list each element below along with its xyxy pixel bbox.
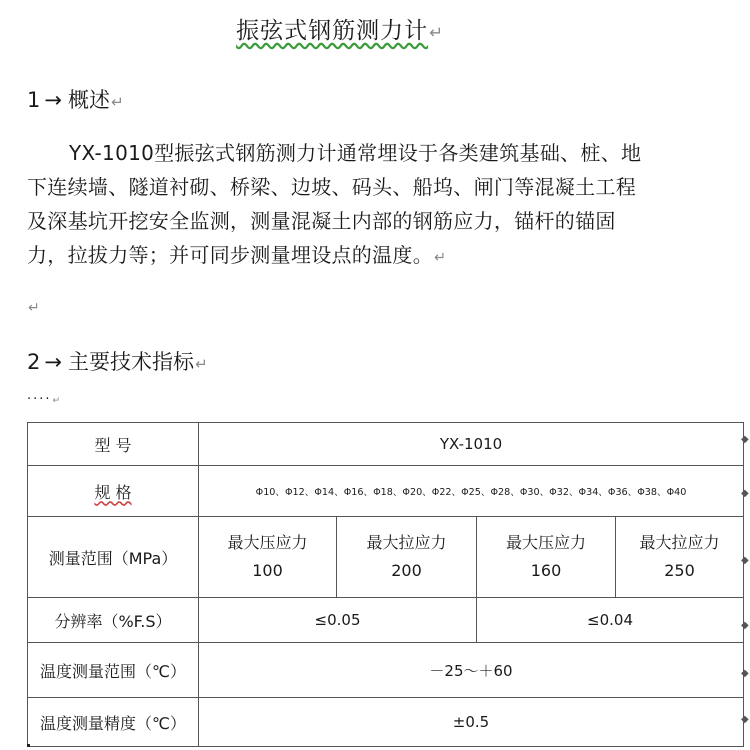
paragraph-mark: ↵ [429, 23, 444, 42]
table-row-temp-accuracy [28, 698, 744, 747]
section-1-number: 1 [27, 88, 41, 112]
temp-range-value: －25～＋60 [199, 643, 744, 698]
section-1-heading [27, 84, 124, 114]
overview-text: YX-1010型振弦式钢筋测力计通常埋设于各类建筑基础、桩、地下连续墙、隧道衬砌、桥梁、边坡、码头、船坞、闸门等混凝土工程及深基坑开挖安全监测，测量混凝土内部的钢筋应力，锚杆的锚固力，拉拔力等；并可同步测量埋设点的温度。 [27, 141, 642, 267]
spec-label-text: 规 格 [94, 482, 132, 502]
spec-value: Φ10、Φ12、Φ14、Φ16、Φ18、Φ20、Φ22、Φ25、Φ28、Φ30、Φ32、Φ34、Φ36、Φ38、Φ40 [199, 466, 744, 517]
table-row-model [28, 423, 744, 466]
spec-label [28, 466, 199, 517]
paragraph-mark: ↵ [434, 250, 447, 266]
tab-arrow-icon: → [44, 350, 62, 374]
table-row-range [28, 517, 744, 598]
range-cell-2 [337, 517, 477, 598]
table-row-resolution [28, 598, 744, 643]
paragraph-mark: ↵ [194, 355, 208, 373]
range-name: 最大拉应力 [366, 533, 447, 552]
section-1-title: 概述 [67, 88, 110, 112]
range-label: 测量范围（MPa） [28, 517, 199, 598]
row-end-marker: ◆ [741, 620, 749, 631]
range-value: 160 [530, 561, 562, 580]
model-label: 型 号 [28, 423, 199, 466]
section-2-title: 主要技术指标 [67, 350, 194, 374]
row-end-marker: ◆ [741, 668, 749, 679]
range-cell-4 [616, 517, 744, 598]
tab-arrow-icon: → [44, 88, 62, 112]
document-title [0, 12, 680, 45]
range-value: 250 [664, 561, 695, 580]
dots-text: ···· [27, 392, 52, 407]
title-text: 振弦式钢筋测力计 [236, 18, 429, 44]
table-row-temp-range [28, 643, 744, 698]
resolution-label: 分辨率（%F.S） [28, 598, 199, 643]
row-end-marker: ◆ [741, 555, 749, 566]
model-value: YX-1010 [199, 423, 744, 466]
row-end-marker: ◆ [741, 488, 749, 499]
range-value: 100 [252, 561, 283, 580]
resolution-value-1: ≤0.05 [199, 598, 477, 643]
resolution-value-2: ≤0.04 [477, 598, 744, 643]
range-value: 200 [391, 561, 422, 580]
overview-paragraph [27, 136, 645, 275]
range-cell-1 [199, 517, 337, 598]
paragraph-mark: ↵ [110, 93, 124, 111]
empty-paragraph-mark: ↵ [28, 300, 40, 316]
range-name: 最大压应力 [227, 533, 308, 552]
paragraph-mark: ↵ [52, 395, 63, 406]
row-end-marker: ◆ [741, 434, 749, 445]
table-row-spec [28, 466, 744, 517]
temp-accuracy-value: ±0.5 [199, 698, 744, 747]
range-cell-3 [477, 517, 616, 598]
row-end-marker: ◆ [741, 714, 749, 725]
temp-range-label: 温度测量范围（℃） [28, 643, 199, 698]
range-name: 最大压应力 [505, 533, 586, 552]
section-2-number: 2 [27, 350, 41, 374]
temp-accuracy-label: 温度测量精度（℃） [28, 698, 199, 747]
spec-table [27, 422, 744, 747]
leader-dots [27, 392, 62, 407]
cursor-dot [27, 744, 30, 747]
range-name: 最大拉应力 [639, 533, 720, 552]
section-2-heading [27, 346, 208, 376]
